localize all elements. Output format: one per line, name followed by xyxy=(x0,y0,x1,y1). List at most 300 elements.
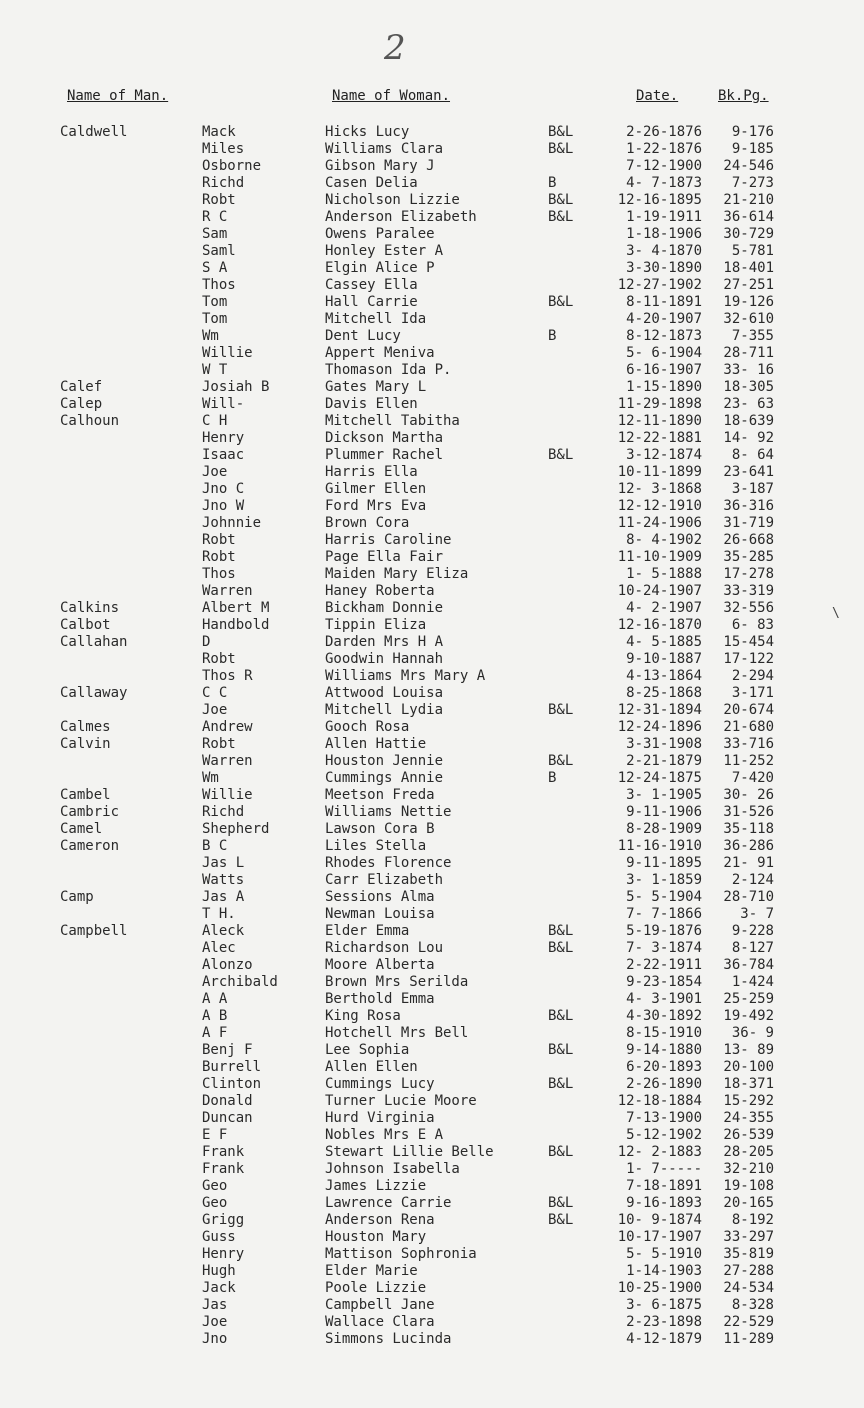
woman-name: Gibson Mary J xyxy=(325,158,435,174)
record-row xyxy=(0,311,864,328)
man-first-name: Jas A xyxy=(202,889,245,905)
marriage-date: 4- 7-1873 xyxy=(626,175,702,191)
record-row xyxy=(0,1331,864,1348)
man-surname: Campbell xyxy=(60,923,128,939)
marriage-date: 12-27-1902 xyxy=(617,277,702,293)
man-first-name: Joe xyxy=(202,464,228,480)
man-first-name: Jno xyxy=(202,1331,228,1347)
man-first-name: Joe xyxy=(202,702,228,718)
man-surname: Cambric xyxy=(60,804,120,820)
man-first-name: Osborne xyxy=(202,158,262,174)
record-code: B xyxy=(548,770,557,786)
woman-name: Houston Mary xyxy=(325,1229,427,1245)
woman-name: Gooch Rosa xyxy=(325,719,410,735)
man-surname: Caldwell xyxy=(60,124,128,140)
marriage-date: 12- 3-1868 xyxy=(617,481,702,497)
man-first-name: Alonzo xyxy=(202,957,253,973)
man-first-name: Robt xyxy=(202,192,236,208)
woman-name: Owens Paralee xyxy=(325,226,435,242)
woman-name: Mitchell Lydia xyxy=(325,702,444,718)
marriage-date: 12-16-1895 xyxy=(617,192,702,208)
man-first-name: A B xyxy=(202,1008,228,1024)
marriage-date: 10-24-1907 xyxy=(617,583,702,599)
record-row xyxy=(0,1093,864,1110)
man-first-name: T H. xyxy=(202,906,236,922)
man-first-name: Robt xyxy=(202,736,236,752)
man-first-name: Clinton xyxy=(202,1076,262,1092)
book-page: 28-711 xyxy=(723,345,774,361)
record-row xyxy=(0,294,864,311)
record-row xyxy=(0,1229,864,1246)
woman-name: Wallace Clara xyxy=(325,1314,435,1330)
record-row xyxy=(0,600,864,617)
marriage-date: 5- 5-1904 xyxy=(626,889,702,905)
record-row xyxy=(0,1178,864,1195)
book-page: 8-127 xyxy=(731,940,774,956)
book-page: 33- 16 xyxy=(723,362,774,378)
record-row xyxy=(0,855,864,872)
marriage-date: 4- 2-1907 xyxy=(626,600,702,616)
man-first-name: Tom xyxy=(202,311,228,327)
woman-name: Hicks Lucy xyxy=(325,124,410,140)
woman-name: Meetson Freda xyxy=(325,787,435,803)
man-first-name: Jas L xyxy=(202,855,245,871)
record-row xyxy=(0,396,864,413)
record-code: B xyxy=(548,175,557,191)
record-row xyxy=(0,651,864,668)
man-first-name: Warren xyxy=(202,583,253,599)
woman-name: Brown Cora xyxy=(325,515,410,531)
book-page: 11-252 xyxy=(723,753,774,769)
book-page: 27-251 xyxy=(723,277,774,293)
woman-name: Ford Mrs Eva xyxy=(325,498,427,514)
record-row xyxy=(0,532,864,549)
man-first-name: Tom xyxy=(202,294,228,310)
woman-name: Casen Delia xyxy=(325,175,418,191)
woman-name: Appert Meniva xyxy=(325,345,435,361)
book-page: 15-454 xyxy=(723,634,774,650)
record-row xyxy=(0,1297,864,1314)
book-page: 11-289 xyxy=(723,1331,774,1347)
woman-name: Johnson Isabella xyxy=(325,1161,460,1177)
page-number: 2 xyxy=(384,28,406,68)
woman-name: Page Ella Fair xyxy=(325,549,444,565)
marriage-date: 12-11-1890 xyxy=(617,413,702,429)
book-page: 24-546 xyxy=(723,158,774,174)
woman-name: Mattison Sophronia xyxy=(325,1246,477,1262)
woman-name: Stewart Lillie Belle xyxy=(325,1144,494,1160)
man-first-name: Frank xyxy=(202,1144,245,1160)
man-first-name: A F xyxy=(202,1025,228,1041)
book-page: 32-610 xyxy=(723,311,774,327)
man-first-name: B C xyxy=(202,838,228,854)
marriage-date: 11-24-1906 xyxy=(617,515,702,531)
marriage-date: 3- 6-1875 xyxy=(626,1297,702,1313)
woman-name: Turner Lucie Moore xyxy=(325,1093,477,1109)
marriage-date: 7-18-1891 xyxy=(626,1178,702,1194)
record-row xyxy=(0,413,864,430)
woman-name: Moore Alberta xyxy=(325,957,435,973)
book-page: 36-614 xyxy=(723,209,774,225)
record-row xyxy=(0,1314,864,1331)
book-page: 30-729 xyxy=(723,226,774,242)
marriage-date: 6-20-1893 xyxy=(626,1059,702,1075)
man-surname: Camel xyxy=(60,821,103,837)
woman-name: Allen Hattie xyxy=(325,736,427,752)
woman-name: Nobles Mrs E A xyxy=(325,1127,444,1143)
marriage-date: 12-16-1870 xyxy=(617,617,702,633)
man-first-name: C C xyxy=(202,685,228,701)
marriage-date: 1-22-1876 xyxy=(626,141,702,157)
record-row xyxy=(0,957,864,974)
book-page: 3-187 xyxy=(731,481,774,497)
book-page: 36-784 xyxy=(723,957,774,973)
man-first-name: Alec xyxy=(202,940,236,956)
record-row xyxy=(0,243,864,260)
book-page: 19-108 xyxy=(723,1178,774,1194)
man-first-name: D xyxy=(202,634,211,650)
header-date: Date. xyxy=(636,88,679,104)
marriage-date: 10- 9-1874 xyxy=(617,1212,702,1228)
record-code: B&L xyxy=(548,124,574,140)
book-page: 2-124 xyxy=(731,872,774,888)
record-code: B&L xyxy=(548,923,574,939)
man-first-name: Handbold xyxy=(202,617,270,633)
record-row xyxy=(0,481,864,498)
man-first-name: Geo xyxy=(202,1195,228,1211)
woman-name: Campbell Jane xyxy=(325,1297,435,1313)
book-page: 19-492 xyxy=(723,1008,774,1024)
book-page: 5-781 xyxy=(731,243,774,259)
marriage-date: 1-14-1903 xyxy=(626,1263,702,1279)
man-first-name: Benj F xyxy=(202,1042,253,1058)
marriage-date: 2-22-1911 xyxy=(626,957,702,973)
man-first-name: Robt xyxy=(202,532,236,548)
marriage-date: 8- 4-1902 xyxy=(626,532,702,548)
record-row xyxy=(0,430,864,447)
man-first-name: Duncan xyxy=(202,1110,253,1126)
book-page: 36-286 xyxy=(723,838,774,854)
record-row xyxy=(0,1195,864,1212)
woman-name: Bickham Donnie xyxy=(325,600,444,616)
record-code: B&L xyxy=(548,1008,574,1024)
marriage-date: 5-19-1876 xyxy=(626,923,702,939)
man-first-name: W T xyxy=(202,362,228,378)
man-first-name: Albert M xyxy=(202,600,270,616)
marriage-date: 12-18-1884 xyxy=(617,1093,702,1109)
record-row xyxy=(0,1263,864,1280)
record-row xyxy=(0,770,864,787)
book-page: 24-355 xyxy=(723,1110,774,1126)
record-row xyxy=(0,736,864,753)
woman-name: Cummings Annie xyxy=(325,770,444,786)
man-first-name: Mack xyxy=(202,124,236,140)
record-row xyxy=(0,566,864,583)
marriage-date: 8-15-1910 xyxy=(626,1025,702,1041)
record-code: B&L xyxy=(548,447,574,463)
marriage-date: 9-11-1895 xyxy=(626,855,702,871)
woman-name: Allen Ellen xyxy=(325,1059,418,1075)
man-first-name: Richd xyxy=(202,175,245,191)
marriage-date: 8-28-1909 xyxy=(626,821,702,837)
marriage-date: 3- 1-1905 xyxy=(626,787,702,803)
book-page: 6- 83 xyxy=(731,617,774,633)
man-surname: Calef xyxy=(60,379,103,395)
book-page: 13- 89 xyxy=(723,1042,774,1058)
record-row xyxy=(0,974,864,991)
woman-name: Davis Ellen xyxy=(325,396,418,412)
man-first-name: Frank xyxy=(202,1161,245,1177)
man-first-name: Aleck xyxy=(202,923,245,939)
man-surname: Callaway xyxy=(60,685,128,701)
man-first-name: Thos xyxy=(202,277,236,293)
man-first-name: Wm xyxy=(202,770,219,786)
marriage-date: 7-13-1900 xyxy=(626,1110,702,1126)
woman-name: Williams Clara xyxy=(325,141,444,157)
book-page: 19-126 xyxy=(723,294,774,310)
woman-name: Dent Lucy xyxy=(325,328,401,344)
marriage-date: 9-11-1906 xyxy=(626,804,702,820)
man-first-name: Geo xyxy=(202,1178,228,1194)
marriage-date: 5- 6-1904 xyxy=(626,345,702,361)
record-row xyxy=(0,634,864,651)
man-first-name: Saml xyxy=(202,243,236,259)
record-row xyxy=(0,515,864,532)
book-page: 36- 9 xyxy=(731,1025,774,1041)
marriage-date: 1- 7----- xyxy=(626,1161,702,1177)
book-page: 7-273 xyxy=(731,175,774,191)
man-first-name: Richd xyxy=(202,804,245,820)
book-page: 1-424 xyxy=(731,974,774,990)
man-first-name: Jno W xyxy=(202,498,245,514)
book-page: 17-278 xyxy=(723,566,774,582)
man-first-name: Johnnie xyxy=(202,515,262,531)
book-page: 7-355 xyxy=(731,328,774,344)
book-page: 18-401 xyxy=(723,260,774,276)
record-row xyxy=(0,464,864,481)
man-first-name: Willie xyxy=(202,345,253,361)
woman-name: Anderson Rena xyxy=(325,1212,435,1228)
book-page: 33-319 xyxy=(723,583,774,599)
book-page: 28-205 xyxy=(723,1144,774,1160)
marriage-date: 7- 3-1874 xyxy=(626,940,702,956)
record-row xyxy=(0,1008,864,1025)
man-first-name: C H xyxy=(202,413,228,429)
book-page: 33-297 xyxy=(723,1229,774,1245)
man-first-name: S A xyxy=(202,260,228,276)
woman-name: Mitchell Tabitha xyxy=(325,413,460,429)
marriage-date: 11-16-1910 xyxy=(617,838,702,854)
woman-name: Hurd Virginia xyxy=(325,1110,435,1126)
record-code: B&L xyxy=(548,1042,574,1058)
marriage-date: 2-23-1898 xyxy=(626,1314,702,1330)
book-page: 31-719 xyxy=(723,515,774,531)
record-row xyxy=(0,1025,864,1042)
record-row xyxy=(0,362,864,379)
marriage-date: 2-26-1890 xyxy=(626,1076,702,1092)
marriage-date: 3-12-1874 xyxy=(626,447,702,463)
woman-name: Anderson Elizabeth xyxy=(325,209,477,225)
woman-name: Williams Nettie xyxy=(325,804,452,820)
woman-name: Gilmer Ellen xyxy=(325,481,427,497)
book-page: 30- 26 xyxy=(723,787,774,803)
marriage-date: 8-11-1891 xyxy=(626,294,702,310)
man-surname: Calep xyxy=(60,396,103,412)
marriage-date: 12-24-1896 xyxy=(617,719,702,735)
book-page: 23-641 xyxy=(723,464,774,480)
marriage-date: 3-30-1890 xyxy=(626,260,702,276)
woman-name: Berthold Emma xyxy=(325,991,435,1007)
record-row xyxy=(0,702,864,719)
book-page: 7-420 xyxy=(731,770,774,786)
header-woman: Name of Woman. xyxy=(332,88,451,104)
man-first-name: Henry xyxy=(202,1246,245,1262)
marriage-date: 4-20-1907 xyxy=(626,311,702,327)
man-first-name: Andrew xyxy=(202,719,253,735)
book-page: 21-210 xyxy=(723,192,774,208)
book-page: 18-371 xyxy=(723,1076,774,1092)
marriage-date: 10-11-1899 xyxy=(617,464,702,480)
marriage-date: 12- 2-1883 xyxy=(617,1144,702,1160)
woman-name: Hall Carrie xyxy=(325,294,418,310)
woman-name: Lawson Cora B xyxy=(325,821,435,837)
marriage-date: 2-26-1876 xyxy=(626,124,702,140)
man-first-name: Joe xyxy=(202,1314,228,1330)
woman-name: Williams Mrs Mary A xyxy=(325,668,486,684)
man-surname: Calvin xyxy=(60,736,111,752)
record-code: B&L xyxy=(548,940,574,956)
woman-name: Attwood Louisa xyxy=(325,685,444,701)
woman-name: Poole Lizzie xyxy=(325,1280,427,1296)
man-surname: Calkins xyxy=(60,600,120,616)
woman-name: Simmons Lucinda xyxy=(325,1331,452,1347)
marriage-date: 8-25-1868 xyxy=(626,685,702,701)
record-row xyxy=(0,447,864,464)
woman-name: Honley Ester A xyxy=(325,243,444,259)
book-page: 20-100 xyxy=(723,1059,774,1075)
record-row xyxy=(0,821,864,838)
man-first-name: Thos R xyxy=(202,668,253,684)
woman-name: Dickson Martha xyxy=(325,430,444,446)
record-row xyxy=(0,804,864,821)
record-row xyxy=(0,1127,864,1144)
record-code: B&L xyxy=(548,192,574,208)
book-page: 2-294 xyxy=(731,668,774,684)
man-first-name: Warren xyxy=(202,753,253,769)
marriage-date: 4- 3-1901 xyxy=(626,991,702,1007)
book-page: 18-639 xyxy=(723,413,774,429)
record-row xyxy=(0,498,864,515)
record-row xyxy=(0,277,864,294)
woman-name: Darden Mrs H A xyxy=(325,634,444,650)
woman-name: Thomason Ida P. xyxy=(325,362,452,378)
man-first-name: Archibald xyxy=(202,974,278,990)
book-page: 32-210 xyxy=(723,1161,774,1177)
man-first-name: Robt xyxy=(202,651,236,667)
record-row xyxy=(0,141,864,158)
marriage-date: 9-14-1880 xyxy=(626,1042,702,1058)
marriage-date: 1-19-1911 xyxy=(626,209,702,225)
book-page: 17-122 xyxy=(723,651,774,667)
book-page: 32-556 xyxy=(723,600,774,616)
record-row xyxy=(0,923,864,940)
man-first-name: Hugh xyxy=(202,1263,236,1279)
record-row xyxy=(0,838,864,855)
record-row xyxy=(0,226,864,243)
marriage-date: 3- 4-1870 xyxy=(626,243,702,259)
man-first-name: Thos xyxy=(202,566,236,582)
record-code: B&L xyxy=(548,702,574,718)
marriage-record-list xyxy=(0,124,864,1348)
marriage-date: 1-18-1906 xyxy=(626,226,702,242)
man-first-name: Robt xyxy=(202,549,236,565)
book-page: 28-710 xyxy=(723,889,774,905)
book-page: 8-192 xyxy=(731,1212,774,1228)
man-surname: Cambel xyxy=(60,787,111,803)
record-code: B&L xyxy=(548,294,574,310)
man-first-name: A A xyxy=(202,991,228,1007)
record-row xyxy=(0,685,864,702)
woman-name: Richardson Lou xyxy=(325,940,444,956)
book-page: 21- 91 xyxy=(723,855,774,871)
marriage-date: 1-15-1890 xyxy=(626,379,702,395)
marriage-date: 4-13-1864 xyxy=(626,668,702,684)
book-page: 3-171 xyxy=(731,685,774,701)
record-row xyxy=(0,549,864,566)
woman-name: Harris Caroline xyxy=(325,532,452,548)
man-first-name: Wm xyxy=(202,328,219,344)
woman-name: Carr Elizabeth xyxy=(325,872,444,888)
man-first-name: Guss xyxy=(202,1229,236,1245)
record-row xyxy=(0,328,864,345)
record-code: B&L xyxy=(548,209,574,225)
record-row xyxy=(0,940,864,957)
man-surname: Calbot xyxy=(60,617,111,633)
woman-name: Cummings Lucy xyxy=(325,1076,435,1092)
woman-name: Nicholson Lizzie xyxy=(325,192,460,208)
record-row xyxy=(0,906,864,923)
marriage-date: 3-31-1908 xyxy=(626,736,702,752)
book-page: 20-674 xyxy=(723,702,774,718)
man-first-name: Will- xyxy=(202,396,245,412)
book-page: 23- 63 xyxy=(723,396,774,412)
record-row xyxy=(0,1042,864,1059)
record-code: B&L xyxy=(548,1195,574,1211)
man-first-name: E F xyxy=(202,1127,228,1143)
book-page: 14- 92 xyxy=(723,430,774,446)
woman-name: Elder Marie xyxy=(325,1263,418,1279)
man-first-name: R C xyxy=(202,209,228,225)
book-page: 8-328 xyxy=(731,1297,774,1313)
marriage-date: 8-12-1873 xyxy=(626,328,702,344)
book-page: 35-819 xyxy=(723,1246,774,1262)
marriage-date: 5- 5-1910 xyxy=(626,1246,702,1262)
man-first-name: Grigg xyxy=(202,1212,245,1228)
marriage-date: 12-12-1910 xyxy=(617,498,702,514)
woman-name: Elgin Alice P xyxy=(325,260,435,276)
book-page: 25-259 xyxy=(723,991,774,1007)
man-first-name: Jno C xyxy=(202,481,245,497)
man-surname: Cameron xyxy=(60,838,120,854)
man-first-name: Burrell xyxy=(202,1059,262,1075)
record-row xyxy=(0,753,864,770)
book-page: 26-539 xyxy=(723,1127,774,1143)
record-code: B&L xyxy=(548,1144,574,1160)
woman-name: Sessions Alma xyxy=(325,889,435,905)
man-first-name: Isaac xyxy=(202,447,245,463)
book-page: 20-165 xyxy=(723,1195,774,1211)
record-row xyxy=(0,1144,864,1161)
